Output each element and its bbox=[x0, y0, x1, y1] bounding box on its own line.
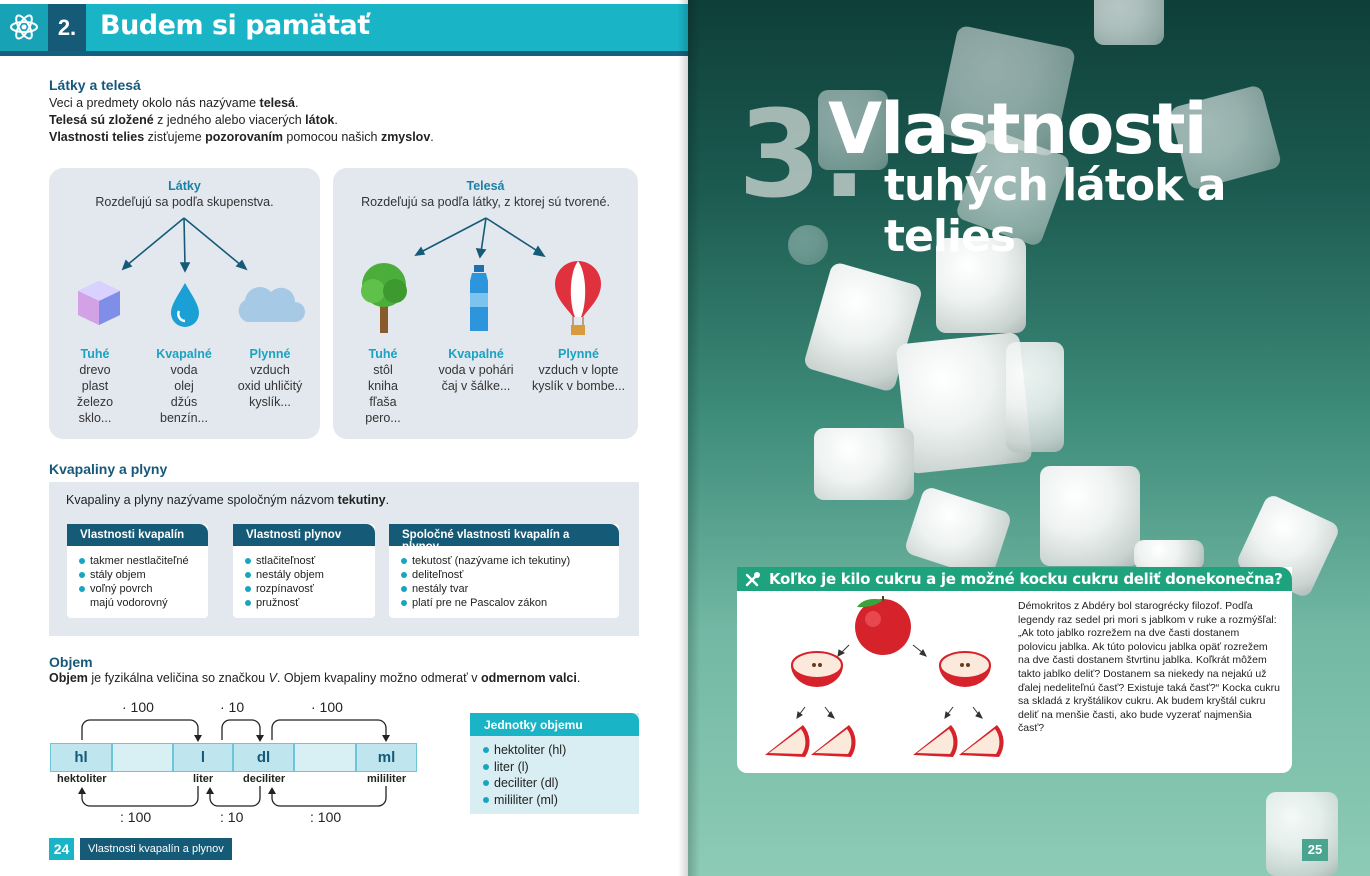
intro-paragraph: Veci a predmety okolo nás nazývame telesá. Telesá sú zložené z jedného alebo viacerých látok. Vlastnosti telies zisťujeme pozorovaním pomocou našich zmyslov. bbox=[49, 96, 434, 144]
objem-paragraph: Objem je fyzikálna veličina so značkou V. Objem kvapaliny možno odmerať v odmernom valci. bbox=[49, 671, 581, 685]
panel-telesa bbox=[333, 168, 638, 439]
chapter-big-number: 3. bbox=[738, 86, 868, 225]
chapter-header bbox=[0, 4, 688, 56]
chapter-number: 2. bbox=[48, 4, 86, 51]
atom-icon bbox=[0, 4, 48, 51]
scale-top-100: · 100 bbox=[122, 699, 154, 715]
sugar-cube-image bbox=[788, 225, 828, 265]
scale-label-liter: liter bbox=[193, 773, 214, 785]
panel-latky bbox=[49, 168, 320, 439]
telesa-col-plynne: Plynné vzduch v lopte kyslík v bombe... bbox=[531, 347, 626, 393]
card-common: Spoločné vlastnosti kvapalín a plynov tekutosť (nazývame ich tekutiny) deliteľnosť nestály tvar platí pre ne Pascalov zákon bbox=[389, 524, 619, 618]
page-number-right: 25 bbox=[1302, 839, 1328, 861]
telesa-col-kvapalne: Kvapalné voda v pohári čaj v šálke... bbox=[438, 347, 514, 393]
water-drop-icon bbox=[168, 281, 202, 329]
balloon-icon bbox=[553, 259, 603, 337]
panel-title: Látky bbox=[168, 179, 201, 193]
sugar-cube-image bbox=[1266, 792, 1338, 876]
section-heading-latky-telesa: Látky a telesá bbox=[49, 77, 141, 93]
cloud-icon bbox=[233, 284, 307, 326]
sugar-cube-image bbox=[1040, 466, 1140, 566]
section-heading-kvapaliny: Kvapaliny a plyny bbox=[49, 461, 168, 477]
latky-col-kvapalne: Kvapalné voda olej džús benzín... bbox=[156, 347, 212, 425]
panel-title: Telesá bbox=[466, 179, 505, 193]
telesa-col-tuhe: Tuhé stôl kniha fľaša pero... bbox=[365, 347, 401, 425]
chapter-title-line1: Vlastnosti bbox=[828, 88, 1206, 170]
democritus-story: Démokritos z Abdéry bol starogrécky filozof. Podľa legendy raz sedel pri mori s jablkom v ruke a rozmýšľal: „Ak toto jablko rozrežem na dve časti dostanem polovicu jablka. Ak túto polovicu jablka opäť rozrežem na dve časti dostanem štvrtinu jablka. Koľkrát môžem takto jablko deliť? Dostanem sa niekedy na nejakú už ďalej nedeliteľnú časť? Existuje taká časť?“ Kocka cukru sa skladá z kryštálikov cukru. Ak budem kryštál cukru deliť na menšie časti, ako bude vyzerať najmenšia časť? bbox=[1018, 600, 1280, 735]
page-number-left: 24 bbox=[49, 838, 74, 860]
chapter-title: Budem si pamätať bbox=[100, 10, 370, 41]
apple-division-illustration bbox=[757, 595, 1007, 771]
unit-item: liter (l) bbox=[483, 759, 639, 776]
tree-icon bbox=[355, 261, 413, 335]
scale-bottom-100b: : 100 bbox=[310, 809, 342, 825]
scale-label-deciliter: deciliter bbox=[243, 773, 286, 785]
scale-bottom-100: : 100 bbox=[120, 809, 152, 825]
latky-col-plynne: Plynné vzduch oxid uhličitý kyslík... bbox=[237, 347, 303, 409]
scale-cell-l: l bbox=[173, 743, 233, 772]
branch-arrows-icon bbox=[109, 216, 259, 274]
sugar-cube-image bbox=[814, 428, 914, 500]
liquids-intro: Kvapaliny a plyny nazývame spoločným názvom tekutiny. bbox=[66, 493, 390, 507]
sugar-cube-image bbox=[1006, 342, 1064, 452]
footer-running-title: Vlastnosti kvapalín a plynov bbox=[80, 838, 232, 860]
scale-top-100b: · 100 bbox=[311, 699, 343, 715]
scale-cell-empty bbox=[112, 743, 173, 772]
scale-cell-ml: ml bbox=[356, 743, 417, 772]
units-title: Jednotky objemu bbox=[470, 713, 639, 736]
chapter-title-line2: tuhých látok a telies bbox=[884, 160, 1226, 262]
question-heading: Koľko je kilo cukru a je možné kocku cukru deliť donekonečna? bbox=[737, 567, 1292, 591]
scale-cell-hl: hl bbox=[50, 743, 112, 772]
sugar-cube-image bbox=[1134, 540, 1204, 570]
ice-cube-icon bbox=[75, 278, 123, 328]
unit-item: hektoliter (hl) bbox=[483, 742, 639, 759]
panel-subtitle: Rozdeľujú sa podľa látky, z ktorej sú tvorené. bbox=[361, 195, 610, 209]
scale-cell-dl: dl bbox=[233, 743, 294, 772]
unit-item: mililiter (ml) bbox=[483, 792, 639, 809]
panel-subtitle: Rozdeľujú sa podľa skupenstva. bbox=[95, 195, 274, 209]
scale-label-hektoliter: hektoliter bbox=[57, 773, 107, 785]
units-box bbox=[470, 713, 639, 814]
bottle-icon bbox=[466, 263, 492, 335]
unit-item: deciliter (dl) bbox=[483, 775, 639, 792]
section-heading-objem: Objem bbox=[49, 654, 93, 670]
card-gases: Vlastnosti plynov stlačiteľnosť nestály objem rozpínavosť pružnosť bbox=[233, 524, 375, 618]
tools-icon bbox=[744, 571, 761, 588]
scale-cell-empty bbox=[294, 743, 356, 772]
scale-bottom-10: : 10 bbox=[220, 809, 244, 825]
latky-col-tuhe: Tuhé drevo plast železo sklo... bbox=[76, 347, 114, 425]
sugar-cube-image bbox=[1094, 0, 1164, 45]
book-spine-shadow bbox=[678, 0, 700, 876]
scale-top-10: · 10 bbox=[220, 699, 245, 715]
card-liquids: Vlastnosti kvapalín takmer nestlačiteľné stály objem voľný povrch majú vodorovný bbox=[67, 524, 208, 618]
scale-label-mililiter: mililiter bbox=[367, 773, 407, 785]
